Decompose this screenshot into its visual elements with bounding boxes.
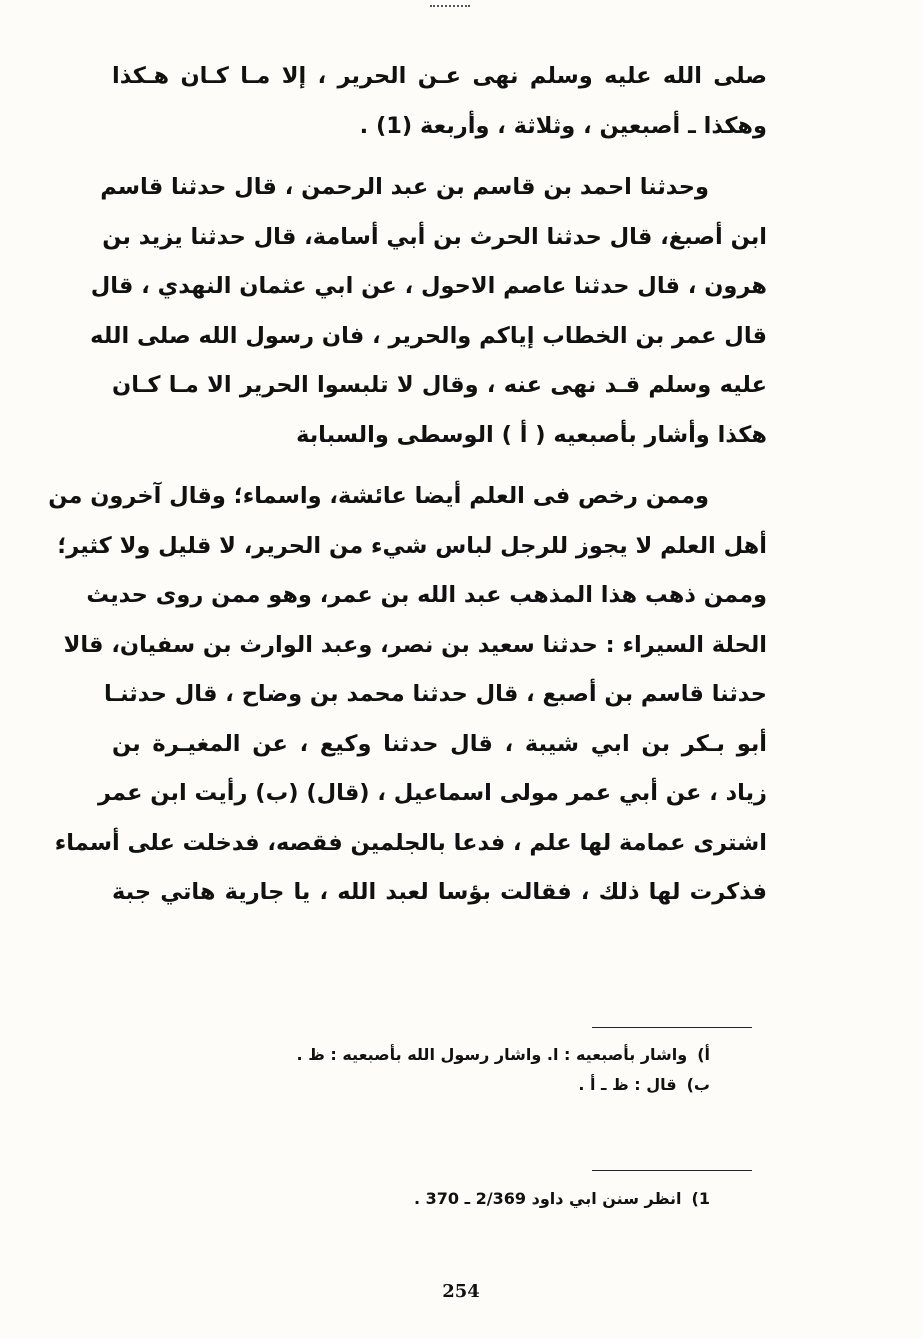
text-line: هكذا وأشار بأصبعيه ( أ ) الوسطى والسبابة <box>296 421 767 448</box>
text-line: قال عمر بن الخطاب إياكم والحرير ، فان رسول الله صلى الله <box>90 322 767 349</box>
note-marker: 1) <box>691 1189 710 1208</box>
text-line: هرون ، قال حدثنا عاصم الاحول ، عن ابي عثمان النهدي ، قال <box>90 273 767 299</box>
text-line: ابن أصبغ، قال حدثنا الحرث بن أبي أسامة، قال حدثنا يزيد بن <box>102 223 767 250</box>
footnote-divider <box>592 1170 752 1171</box>
text-line: حدثنا قاسم بن أصبع ، قال حدثنا محمد بن وضاح ، قال حدثنـا <box>103 681 767 707</box>
page-number: 254 <box>442 1281 480 1302</box>
note-marker: ب) <box>686 1075 710 1094</box>
text-line: أهل العلم لا يجوز للرجل لباس شيء من الحرير، لا قليل ولا كثير؛ <box>57 532 767 559</box>
note-text: انظر سنن ابي داود 2/369 ـ 370 . <box>413 1189 682 1208</box>
source-footnotes <box>190 1184 710 1214</box>
text-line: صلى الله عليه وسلم نهى عـن الحرير ، إلا مـا كـان هـكذا <box>112 63 767 89</box>
main-text <box>48 52 767 918</box>
paragraph-2 <box>90 163 767 460</box>
source-note <box>190 1184 710 1214</box>
paragraph-1 <box>112 52 767 151</box>
variant-note <box>190 1070 710 1100</box>
footnote-divider <box>592 1027 752 1028</box>
text-line: اشترى عمامة لها علم ، فدعا بالجلمين فقصه، فدخلت على أسماء <box>54 829 767 856</box>
text-line: وممن ذهب هذا المذهب عبد الله بن عمر، وهو ممن روى حديث <box>86 582 767 608</box>
note-text: قال : ظ ـ أ . <box>578 1075 677 1094</box>
text-line: وهكذا ـ أصبعين ، وثلاثة ، وأربعة (1) . <box>359 112 767 139</box>
variant-note <box>190 1040 710 1070</box>
paragraph-3 <box>48 472 767 918</box>
top-edge-mark <box>430 0 470 7</box>
note-marker: أ) <box>697 1045 710 1064</box>
text-line: وممن رخص فى العلم أيضا عائشة، واسماء؛ وقال آخرون من <box>48 483 709 509</box>
text-line: عليه وسلم قـد نهى عنه ، وقال لا تلبسوا الحرير الا مـا كـان <box>112 372 767 398</box>
text-line: زياد ، عن أبي عمر مولى اسماعيل ، (قال) (ب) رأيت ابن عمر <box>98 780 767 806</box>
variant-footnotes <box>190 1040 710 1100</box>
text-line: الحلة السيراء : حدثنا سعيد بن نصر، وعبد الوارث بن سفيان، قالا <box>63 631 767 658</box>
text-line: أبو بـكر بن ابي شيبة ، قال حدثنا وكيع ، عن المغيـرة بن <box>112 730 767 757</box>
text-line: فذكرت لها ذلك ، فقالت بؤسا لعبد الله ، يا جارية هاتي جبة <box>112 879 767 905</box>
note-text: واشار بأصبعيه : ا. واشار رسول الله بأصبعيه : ظ . <box>296 1045 688 1064</box>
text-line: وحدثنا احمد بن قاسم بن عبد الرحمن ، قال حدثنا قاسم <box>100 174 709 200</box>
